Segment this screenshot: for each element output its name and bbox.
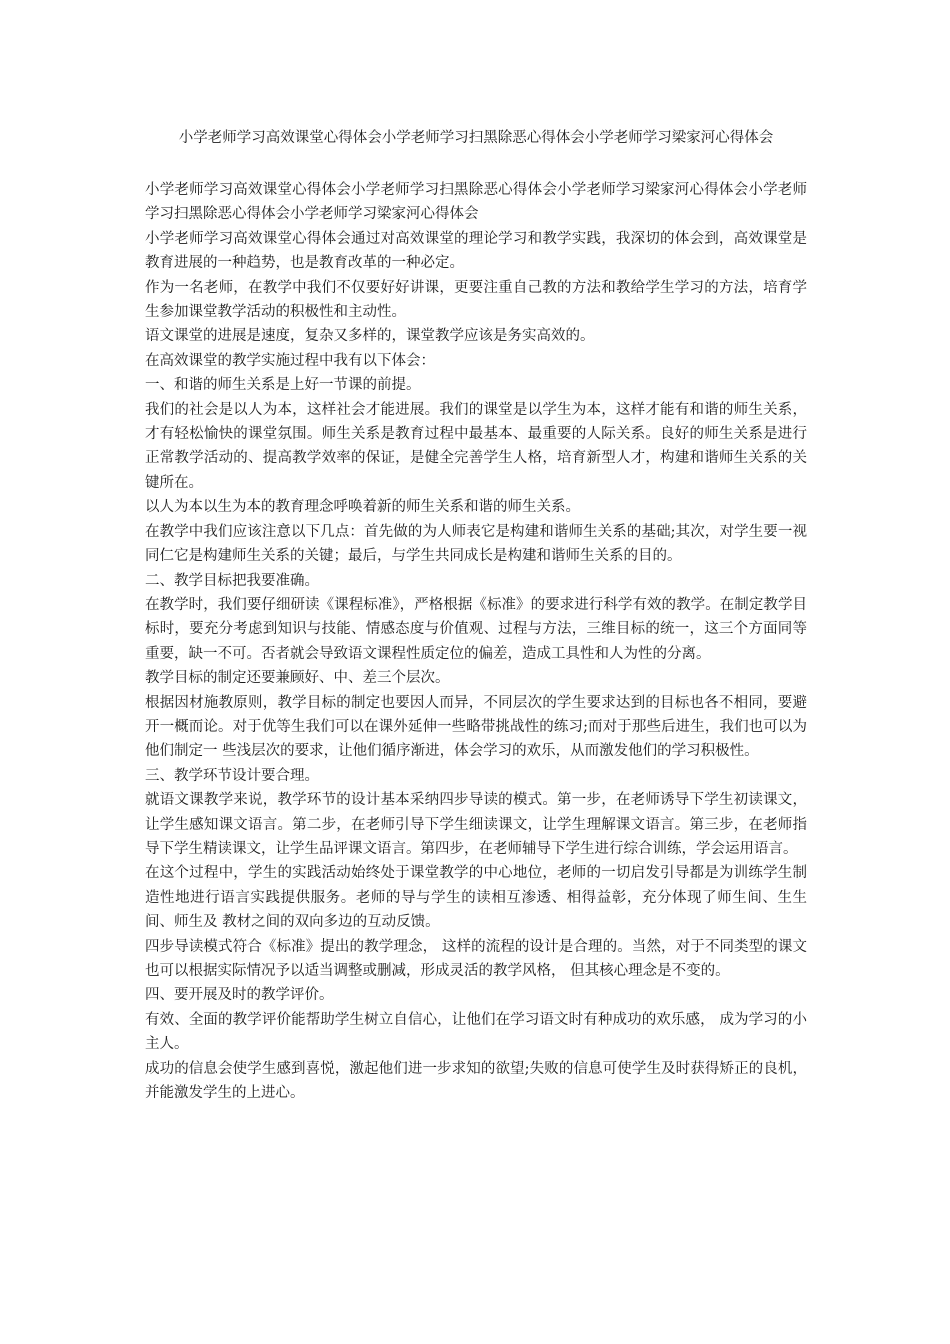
- paragraph: 小学老师学习高效课堂心得体会小学老师学习扫黑除恶心得体会小学老师学习梁家河心得体会小学老师学习扫黑除恶心得体会小学老师学习梁家河心得体会: [145, 182, 807, 223]
- paragraph: 语文课堂的进展是速度，复杂又多样的，课堂教学应该是务实高效的。: [145, 328, 595, 345]
- paragraph: 四步导读模式符合《标准》提出的教学理念， 这样的流程的设计是合理的。当然，对于不同类型的课文也可以根据实际情况予以适当调整或删减，形成灵活的教学风格， 但其核心理念是不变的。: [145, 938, 807, 979]
- paragraph: 有效、全面的教学评价能帮助学生树立自信心，让他们在学习语文时有种成功的欢乐感， 成为学习的小主人。: [145, 1011, 807, 1053]
- document-title: 小学老师学习高效课堂心得体会小学老师学习扫黑除恶心得体会小学老师学习梁家河心得体会: [178, 130, 774, 146]
- section-heading: 二、教学目标把我要准确。: [145, 572, 319, 589]
- document-body: [145, 178, 807, 1105]
- paragraph: 在教学时，我们要仔细研读《课程标准》，严格根据《标准》的要求进行科学有效的教学。在制定教学目标时，要充分考虑到知识与技能、情感态度与价值观、过程与方法，三维目标的统一，这三个方面同等重要，缺一不可。否者就会导致语文课程性质定位的偏差，造成工具性和人为性的分离。: [145, 596, 807, 662]
- paragraph: 在这个过程中，学生的实践活动始终处于课堂教学的中心地位，老师的一切启发引导都是为训练学生制造性地进行语言实践提供服务。老师的导与学生的读相互渗透、相得益彰，充分体现了师生间、生生间、师生及 教材之间的双向多边的互动反馈。: [145, 865, 807, 931]
- paragraph: 教学目标的制定还要兼顾好、中、差三个层次。: [145, 670, 450, 687]
- paragraph: 在高效课堂的教学实施过程中我有以下体会：: [145, 352, 435, 369]
- paragraph: 以人为本以生为本的教育理念呼唤着新的师生关系和谐的师生关系。: [145, 499, 580, 516]
- paragraph: 就语文课教学来说，教学环节的设计基本采纳四步导读的模式。第一步，在老师诱导下学生初读课文，让学生感知课文语言。第二步，在老师引导下学生细读课文，让学生理解课文语言。第三步，在老师指导下学生精读课文，让学生品评课文语言。第四步，在老师辅导下学生进行综合训练，学会运用语言。: [145, 792, 807, 857]
- paragraph: 小学老师学习高效课堂心得体会通过对高效课堂的理论学习和教学实践，我深切的体会到，高效课堂是教育进展的一种趋势，也是教育改革的一种必定。: [145, 230, 807, 272]
- paragraph: 我们的社会是以人为本，这样社会才能进展。我们的课堂是以学生为本，这样才能有和谐的师生关系，才有轻松愉快的课堂氛围。师生关系是教育过程中最基本、最重要的人际关系。良好的师生关系是进行正常教学活动的、提高教学效率的保证，是健全完善学生人格，培育新型人才，构建和谐师生关系的关键所在。: [145, 401, 807, 491]
- section-heading: 一、和谐的师生关系是上好一节课的前提。: [145, 377, 421, 394]
- section-heading: 四、要开展及时的教学评价。: [145, 987, 334, 1004]
- paragraph: 作为一名老师，在教学中我们不仅要好好讲课，更要注重自己教的方法和教给学生学习的方法，培育学生参加课堂教学活动的积极性和主动性。: [145, 279, 807, 321]
- paragraph: 根据因材施教原则，教学目标的制定也要因人而异，不同层次的学生要求达到的目标也各不相同，要避开一概而论。对于优等生我们可以在课外延伸一些略带挑战性的练习;而对于那些后进生，我们也可以为他们制定一 些浅层次的要求，让他们循序渐进，体会学习的欢乐，从而激发他们的学习积极性。: [145, 694, 807, 760]
- section-heading: 三、教学环节设计要合理。: [145, 767, 319, 784]
- paragraph: 成功的信息会使学生感到喜悦，激起他们进一步求知的欲望;失败的信息可使学生及时获得矫正的良机，并能激发学生的上进心。: [145, 1060, 807, 1102]
- document-page: [145, 126, 807, 1105]
- paragraph: 在教学中我们应该注意以下几点：首先做的为人师表它是构建和谐师生关系的基础;其次，对学生要一视同仁它是构建师生关系的关键；最后，与学生共同成长是构建和谐师生关系的目的。: [145, 523, 807, 565]
